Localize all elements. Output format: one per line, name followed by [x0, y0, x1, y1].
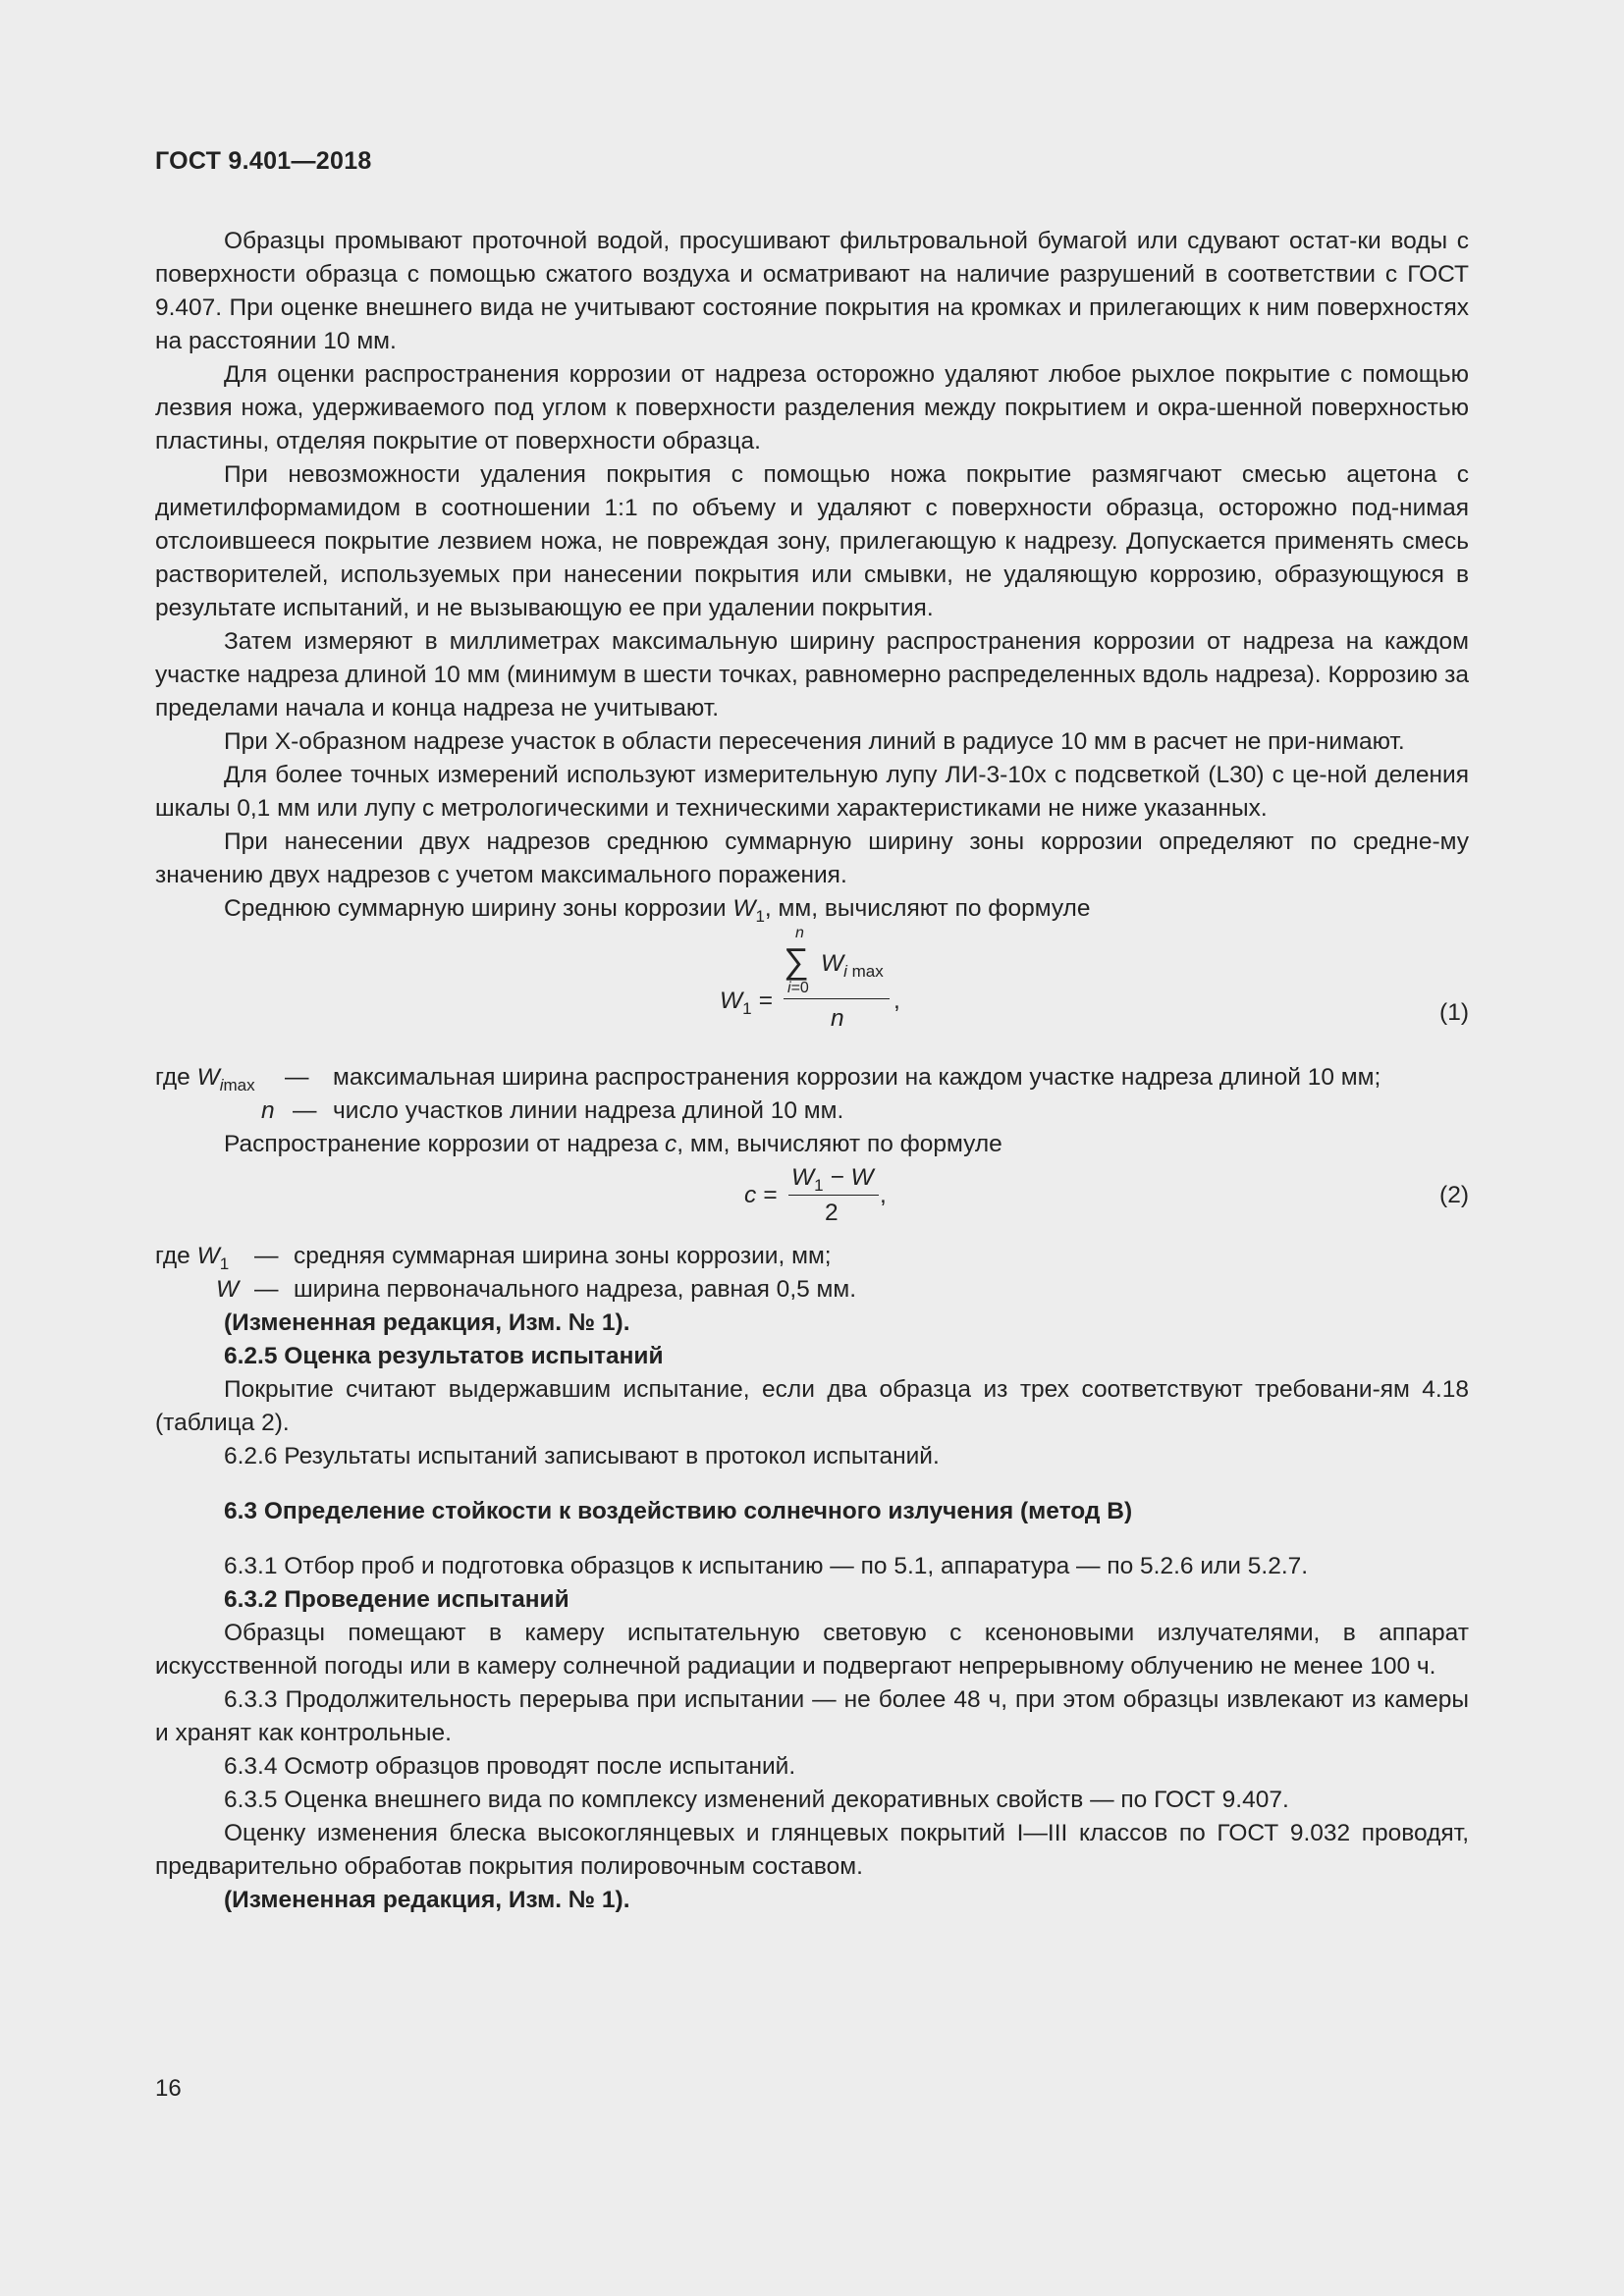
document-body	[155, 225, 1469, 1917]
formula-2-denominator: 2	[825, 1199, 839, 1226]
definition-row: где $W_1$ — средняя суммарная ширина зоны коррозии, мм;	[155, 1242, 832, 1273]
definition-row: где $W_{imax}$ — максимальная ширина распространения коррозии на каждом участке надреза длиной 10 мм;	[155, 1063, 1381, 1095]
definition-row: W — ширина первоначального надреза, равная 0,5 мм.	[216, 1275, 857, 1303]
paragraph: 6.3.3 Продолжительность перерыва при испытании — не более 48 ч, при этом образцы извлекают из камеры и хранят как контрольные.	[155, 1685, 1469, 1746]
paragraph: 6.2.6 Результаты испытаний записывают в протокол испытаний.	[224, 1442, 940, 1469]
formula-1-intro: Среднюю суммарную ширину зоны коррозии $W_1$, мм, вычисляют по формуле	[224, 895, 1091, 926]
paragraph: При невозможности удаления покрытия с помощью ножа покрытие размягчают смесью ацетона с диметилформамидом в соотношении 1:1 по объему и удаляют с поверхности образца, осторожно под-нимая отслоившееся покрытие лезвием ножа, не повреждая зону, прилегающую к надрезу. Допускается применять смесь растворителей, используемых при нанесении покрытия или смывки, не удаляющую коррозию, образующуюся в результате испытаний, и не вызывающую ее при удалении покрытия.	[155, 461, 1469, 621]
formula-1-lhs: $W_1$ =	[720, 987, 773, 1018]
paragraph: Образцы помещают в камеру испытательную световую с ксеноновыми излучателями, в аппарат искусственной погоды или в камеру солнечной радиации и подвергают непрерывному облучению не менее 100 ч.	[155, 1619, 1469, 1680]
formula-1-denominator: n	[831, 1004, 844, 1032]
equation-number-2: (2)	[1439, 1181, 1469, 1208]
amendment-note: (Измененная редакция, Изм. № 1).	[224, 1308, 630, 1336]
paragraph: Для оценки распространения коррозии от надреза осторожно удаляют любое рыхлое покрытие с помощью лезвия ножа, удерживаемого под углом к поверхности разделения между покрытием и окра-шенной поверхностью пластины, отделяя покрытие от поверхности образца.	[155, 361, 1469, 454]
section-heading-6-2-5: 6.2.5 Оценка результатов испытаний	[224, 1342, 664, 1369]
page-header-doc-code: ГОСТ 9.401—2018	[155, 147, 372, 175]
sum-sign: ∑	[784, 939, 809, 981]
section-heading-6-3-2: 6.3.2 Проведение испытаний	[224, 1585, 569, 1613]
paragraph: 6.3.1 Отбор проб и подготовка образцов к испытанию — по 5.1, аппаратура — по 5.2.6 или 5.2.7.	[224, 1552, 1309, 1579]
formula-2: c = $W_1 - W$ 2 , (2)	[155, 1161, 1469, 1240]
fraction-bar	[788, 1195, 879, 1196]
paragraph: Для более точных измерений используют измерительную лупу ЛИ-3-10х с подсветкой (L30) с це-ной деления шкалы 0,1 мм или лупу с метрологическими и техническими характеристиками не ниже указанных.	[155, 762, 1469, 822]
sum-upper-limit: n	[795, 924, 804, 941]
paragraph: При нанесении двух надрезов среднюю суммарную ширину зоны коррозии определяют по средне-му значению двух надрезов с учетом максимального поражения.	[155, 828, 1469, 888]
sum-lower-limit: i=0	[787, 979, 809, 996]
section-heading-6-3: 6.3 Определение стойкости к воздействию солнечного излучения (метод В)	[224, 1497, 1133, 1524]
page-number: 16	[155, 2075, 182, 2102]
paragraph: Оценку изменения блеска высокоглянцевых и глянцевых покрытий I—III классов по ГОСТ 9.032 проводят, предварительно обработав покрытия полировочным составом.	[155, 1819, 1469, 1880]
definition-row: n — число участков линии надреза длиной 10 мм.	[261, 1096, 844, 1124]
paragraph: 6.3.4 Осмотр образцов проводят после испытаний.	[224, 1752, 796, 1780]
formula-2-intro: Распространение коррозии от надреза c, мм, вычисляют по формуле	[224, 1130, 1002, 1157]
formula-2-definitions	[155, 1240, 1469, 1307]
formula-1-numerator: $W_{i max}$	[821, 949, 884, 981]
formula-1: $W_1$ = n ∑ i=0 $W_{i max}$ n , (1)	[155, 934, 1469, 1061]
fraction-bar	[784, 998, 890, 999]
paragraph: При Х-образном надрезе участок в области пересечения линий в радиусе 10 мм в расчет не при-нимают.	[224, 728, 1405, 755]
amendment-note: (Измененная редакция, Изм. № 1).	[224, 1886, 630, 1913]
equation-number-1: (1)	[1439, 998, 1469, 1026]
formula-2-numerator: $W_1 - W$	[791, 1163, 874, 1195]
paragraph: Образцы промывают проточной водой, просушивают фильтровальной бумагой или сдувают остат-ки воды с поверхности образца с помощью сжатого воздуха и осматривают на наличие разрушений в соответствии с ГОСТ 9.407. При оценке внешнего вида не учитывают состояние покрытия на кромках и прилегающих к ним поверхностях на расстоянии 10 мм.	[155, 228, 1469, 354]
formula-1-definitions	[155, 1061, 1469, 1128]
paragraph: Затем измеряют в миллиметрах максимальную ширину распространения коррозии от надреза на каждом участке надреза длиной 10 мм (минимум в шести точках, равномерно распределенных вдоль надреза). Коррозию за пределами начала и конца надреза не учитывают.	[155, 628, 1469, 721]
paragraph: Покрытие считают выдержавшим испытание, если два образца из трех соответствуют требовани-ям 4.18 (таблица 2).	[155, 1375, 1469, 1436]
formula-2-lhs: c =	[744, 1181, 778, 1208]
paragraph: 6.3.5 Оценка внешнего вида по комплексу изменений декоративных свойств — по ГОСТ 9.407.	[224, 1786, 1289, 1813]
